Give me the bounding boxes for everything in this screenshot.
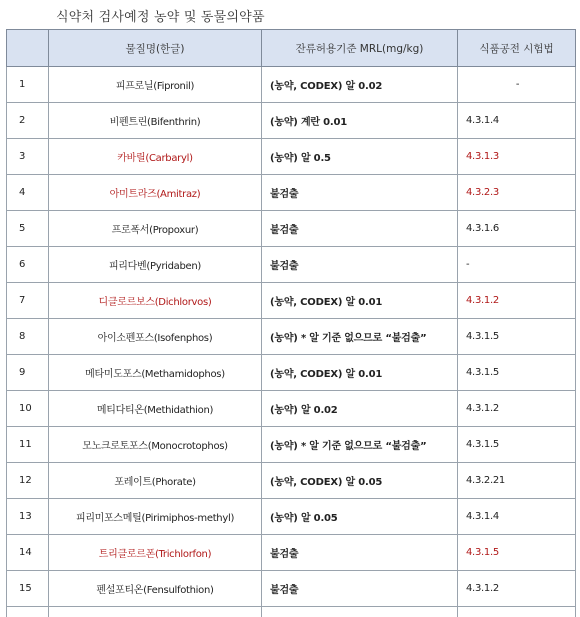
column-header-no: [7, 30, 49, 67]
mrl-value: (농약, CODEX) 알 0.01: [262, 355, 458, 391]
row-number: 13: [7, 499, 49, 535]
table-header-row: [7, 30, 576, 67]
mrl-value: 불검출: [262, 211, 458, 247]
test-method: 4.3.2.3: [458, 175, 576, 211]
substance-name: 아미트라즈(Amitraz): [49, 175, 262, 211]
row-number: 12: [7, 463, 49, 499]
mrl-value: 불검출: [262, 535, 458, 571]
table-row: [7, 535, 576, 571]
test-method: 4.3.2.21: [458, 463, 576, 499]
substance-name: 메티다티온(Methidathion): [49, 391, 262, 427]
substance-name: 펜설포티온(Fensulfothion): [49, 571, 262, 607]
mrl-value: (농약, CODEX) 알 0.01: [262, 283, 458, 319]
mrl-value: (농약) 알 0.02: [262, 391, 458, 427]
substance-name: 모노크로토포스(Monocrotophos): [49, 427, 262, 463]
substance-name: 메타미도포스(Methamidophos): [49, 355, 262, 391]
mrl-value: 불검출: [262, 175, 458, 211]
substance-name: 프로폭서(Propoxur): [49, 211, 262, 247]
row-number: 1: [7, 67, 49, 103]
table-row: [7, 427, 576, 463]
table-row: [7, 355, 576, 391]
table-row: [7, 211, 576, 247]
column-header-mrl: 잔류허용기준 MRL(mg/kg): [262, 30, 458, 67]
table-row: [7, 499, 576, 535]
row-number: 3: [7, 139, 49, 175]
mrl-value: 불검출: [262, 247, 458, 283]
mrl-value: (농약) 계란 0.01: [262, 103, 458, 139]
table-row: [7, 175, 576, 211]
test-method: 4.3.1.2: [458, 391, 576, 427]
test-method: 4.3.1.5: [458, 427, 576, 463]
test-method: 4.3.1.5: [458, 319, 576, 355]
row-number: 10: [7, 391, 49, 427]
row-number: 6: [7, 247, 49, 283]
empty-cell: [262, 607, 458, 617]
mrl-value: (농약, CODEX) 알 0.05: [262, 463, 458, 499]
table-row: [7, 571, 576, 607]
test-method: 4.3.1.3: [458, 139, 576, 175]
substance-name: 디클로르보스(Dichlorvos): [49, 283, 262, 319]
empty-cell: [7, 607, 49, 617]
row-number: 8: [7, 319, 49, 355]
test-method: -: [458, 247, 576, 283]
table-row: [7, 247, 576, 283]
table-row-partial: [7, 607, 576, 617]
mrl-value: 불검출: [262, 571, 458, 607]
test-method: -: [458, 67, 576, 103]
substance-name: 트리클로르폰(Trichlorfon): [49, 535, 262, 571]
row-number: 7: [7, 283, 49, 319]
mrl-value: (농약) * 알 기준 없으므로 “불검출”: [262, 319, 458, 355]
test-method: 4.3.1.5: [458, 355, 576, 391]
row-number: 9: [7, 355, 49, 391]
column-header-name: 물질명(한글): [49, 30, 262, 67]
empty-cell: [49, 607, 262, 617]
test-method: 4.3.1.6: [458, 211, 576, 247]
substance-name: 피프로닐(Fipronil): [49, 67, 262, 103]
test-method: 4.3.1.4: [458, 103, 576, 139]
mrl-value: (농약) 알 0.5: [262, 139, 458, 175]
test-method: 4.3.1.5: [458, 535, 576, 571]
row-number: 15: [7, 571, 49, 607]
row-number: 4: [7, 175, 49, 211]
mrl-value: (농약) 알 0.05: [262, 499, 458, 535]
row-number: 11: [7, 427, 49, 463]
substance-name: 피리다벤(Pyridaben): [49, 247, 262, 283]
empty-cell: [458, 607, 576, 617]
substance-name: 포레이트(Phorate): [49, 463, 262, 499]
test-method: 4.3.1.4: [458, 499, 576, 535]
substance-name: 카바릴(Carbaryl): [49, 139, 262, 175]
row-number: 14: [7, 535, 49, 571]
table-row: [7, 463, 576, 499]
table-row: [7, 67, 576, 103]
pesticide-table-container: [6, 29, 575, 617]
page-title: 식약처 검사예정 농약 및 동물의약품: [56, 6, 265, 25]
table-row: [7, 139, 576, 175]
pesticide-table: [6, 29, 576, 617]
substance-name: 아이소펜포스(Isofenphos): [49, 319, 262, 355]
column-header-method: 식품공전 시험법: [458, 30, 576, 67]
table-body: [7, 67, 576, 617]
table-row: [7, 319, 576, 355]
mrl-value: (농약) * 알 기준 없으므로 “불검출”: [262, 427, 458, 463]
row-number: 2: [7, 103, 49, 139]
row-number: 5: [7, 211, 49, 247]
mrl-value: (농약, CODEX) 알 0.02: [262, 67, 458, 103]
test-method: 4.3.1.2: [458, 571, 576, 607]
table-row: [7, 283, 576, 319]
table-row: [7, 103, 576, 139]
substance-name: 비펜트린(Bifenthrin): [49, 103, 262, 139]
test-method: 4.3.1.2: [458, 283, 576, 319]
table-row: [7, 391, 576, 427]
substance-name: 피리미포스메틸(Pirimiphos-methyl): [49, 499, 262, 535]
